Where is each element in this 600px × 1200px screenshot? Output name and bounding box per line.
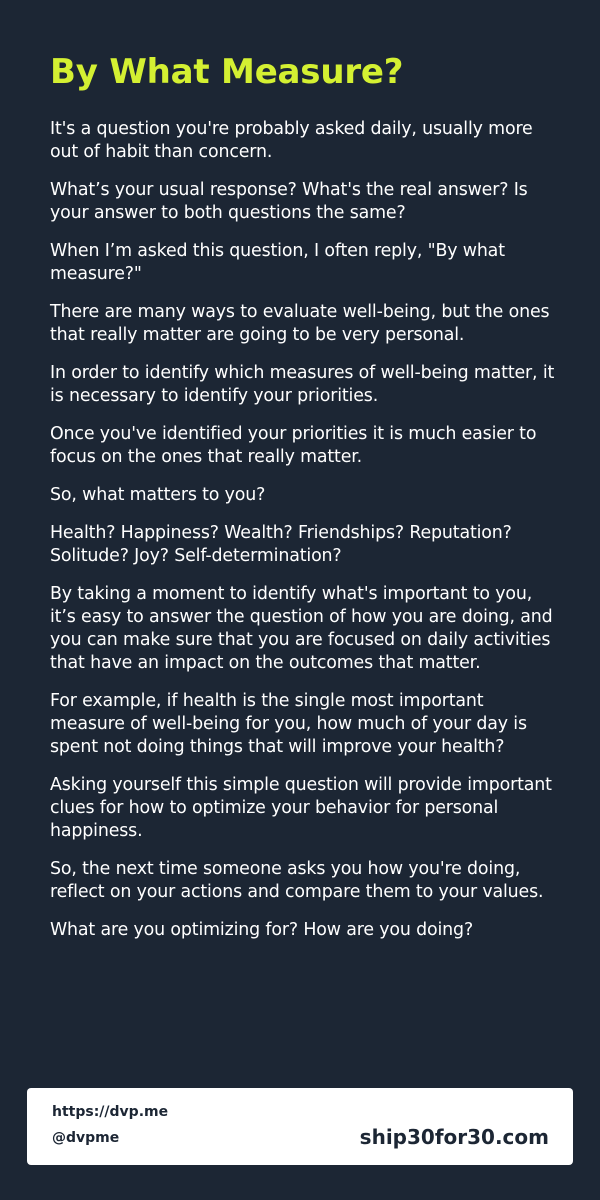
page-title: By What Measure? — [50, 52, 404, 92]
footer-website-link[interactable]: https://dvp.me — [52, 1104, 169, 1120]
paragraph: Health? Happiness? Wealth? Friendships? Reputation? Solitude? Joy? Self-determination? — [50, 523, 512, 566]
paragraph: So, the next time someone asks you how you're doing, reflect on your actions and compare them to your values. — [50, 859, 544, 902]
paragraph: Asking yourself this simple question will provide important clues for how to optimize your behavior for personal happiness. — [50, 775, 552, 841]
footer-social-handle[interactable]: @dvpme — [52, 1130, 120, 1146]
footer-brand-link[interactable]: ship30for30.com — [359, 1125, 549, 1149]
paragraph: There are many ways to evaluate well-being, but the ones that really matter are going to be very personal. — [50, 302, 550, 345]
paragraph: What’s your usual response? What's the real answer? Is your answer to both questions the same? — [50, 180, 528, 223]
paragraph: What are you optimizing for? How are you doing? — [50, 920, 474, 940]
paragraph: In order to identify which measures of well-being matter, it is necessary to identify your priorities. — [50, 363, 555, 406]
paragraph: So, what matters to you? — [50, 485, 266, 505]
paragraph: For example, if health is the single most important measure of well-being for you, how much of your day is spent not doing things that will improve your health? — [50, 691, 527, 757]
footer-card — [27, 1088, 573, 1165]
paragraph: When I’m asked this question, I often reply, "By what measure?" — [50, 241, 505, 284]
paragraph: Once you've identified your priorities it is much easier to focus on the ones that really matter. — [50, 424, 537, 467]
article-body — [50, 118, 560, 957]
paragraph: By taking a moment to identify what's important to you, it’s easy to answer the question of how you are doing, and you can make sure that you are focused on daily activities that have an impact on the outcomes that matter. — [50, 584, 553, 673]
paragraph: It's a question you're probably asked daily, usually more out of habit than concern. — [50, 119, 533, 162]
